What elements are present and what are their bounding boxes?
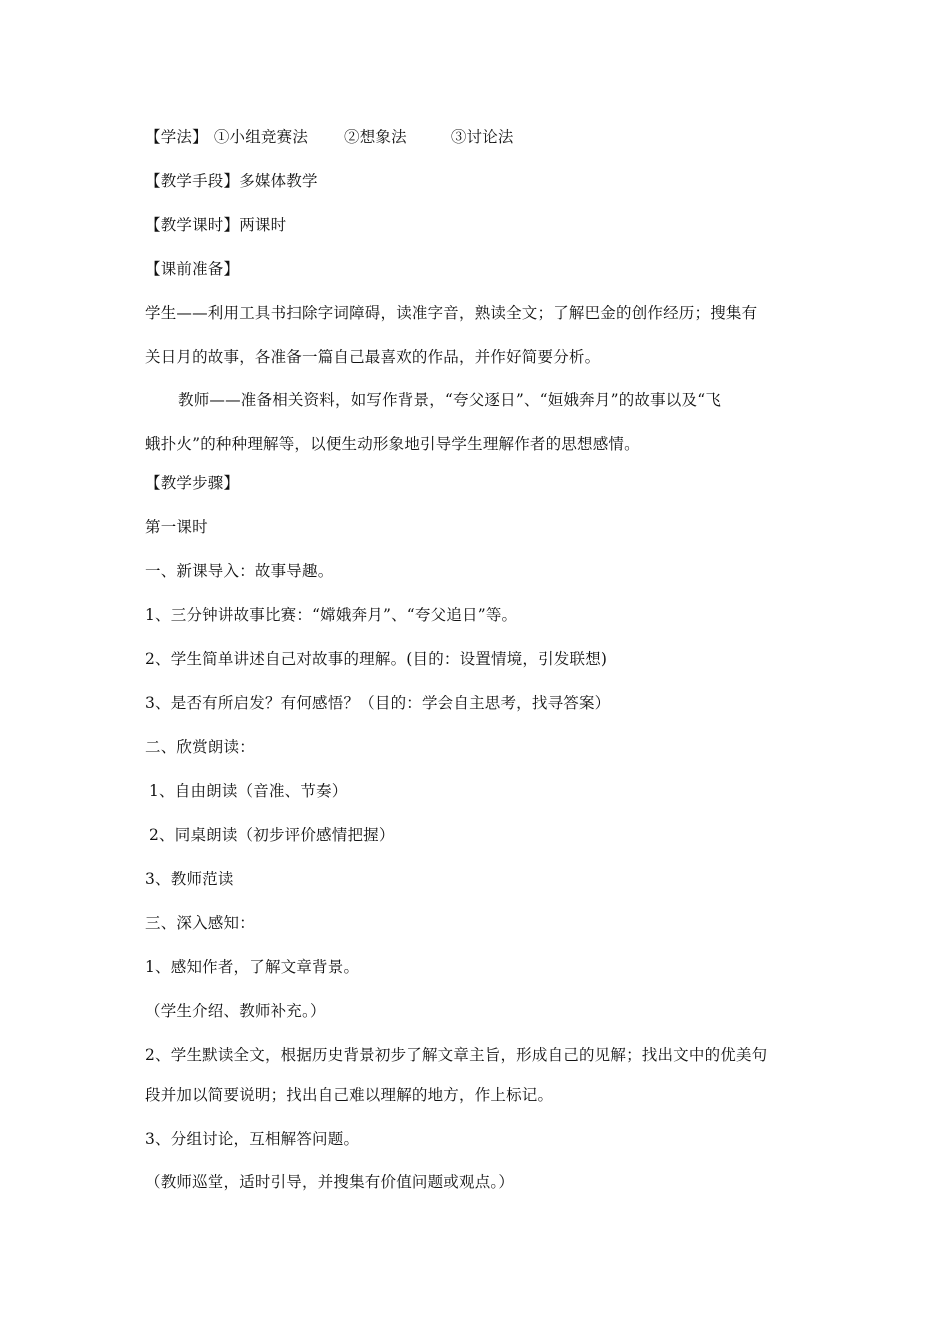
method-discussion: ③讨论法 bbox=[450, 128, 514, 146]
teaching-steps-heading: 【教学步骤】 bbox=[145, 474, 240, 492]
teacher-prep-line-2: 蛾扑火”的种种理解等，以便生动形象地引导学生理解作者的思想感情。 bbox=[145, 435, 640, 453]
item-1-1: 1、三分钟讲故事比赛：“嫦娥奔月”、“夸父追日”等。 bbox=[145, 606, 518, 624]
method-group-competition: ①小组竞赛法 bbox=[213, 128, 309, 146]
section-three-heading: 三、深入感知： bbox=[145, 914, 255, 932]
first-lesson-heading: 第一课时 bbox=[145, 518, 208, 536]
section-one-heading: 一、新课导入：故事导趣。 bbox=[145, 562, 334, 580]
section-two-heading: 二、欣赏朗读： bbox=[145, 738, 255, 756]
item-3-2-line-2: 段并加以简要说明；找出自己难以理解的地方，作上标记。 bbox=[145, 1086, 554, 1104]
item-3-3: 3、分组讨论，互相解答问题。 bbox=[145, 1130, 360, 1148]
item-3-1-note: （学生介绍、教师补充。） bbox=[145, 1002, 326, 1020]
item-3-3-note: （教师巡堂，适时引导，并搜集有价值问题或观点。） bbox=[145, 1173, 515, 1191]
item-2-3: 3、教师范读 bbox=[145, 870, 234, 888]
teaching-hours-line: 【教学课时】两课时 bbox=[145, 216, 287, 234]
study-methods-label: 【学法】 bbox=[145, 128, 208, 146]
study-methods-line bbox=[145, 127, 514, 147]
item-2-1: 1、自由朗读（音准、节奏） bbox=[149, 782, 348, 800]
preparation-heading: 【课前准备】 bbox=[145, 260, 240, 278]
teaching-means-line: 【教学手段】多媒体教学 bbox=[145, 172, 318, 190]
student-prep-line-2: 关日月的故事，各准备一篇自己最喜欢的作品，并作好简要分析。 bbox=[145, 348, 601, 366]
item-2-2: 2、同桌朗读（初步评价感情把握） bbox=[149, 826, 395, 844]
item-3-1: 1、感知作者，了解文章背景。 bbox=[145, 958, 360, 976]
method-imagination: ②想象法 bbox=[344, 128, 407, 146]
item-1-2: 2、学生简单讲述自己对故事的理解。(目的：设置情境，引发联想) bbox=[145, 650, 608, 668]
item-1-3: 3、是否有所启发？有何感悟？（目的：学会自主思考，找寻答案） bbox=[145, 694, 611, 712]
item-3-2-line-1: 2、学生默读全文，根据历史背景初步了解文章主旨，形成自己的见解；找出文中的优美句 bbox=[145, 1046, 768, 1064]
student-prep-line-1: 学生——利用工具书扫除字词障碍，读准字音，熟读全文；了解巴金的创作经历；搜集有 bbox=[145, 304, 758, 322]
teacher-prep-line-1: 教师——准备相关资料，如写作背景，“夸父逐日”、“姮娥奔月”的故事以及“飞 bbox=[178, 391, 722, 409]
